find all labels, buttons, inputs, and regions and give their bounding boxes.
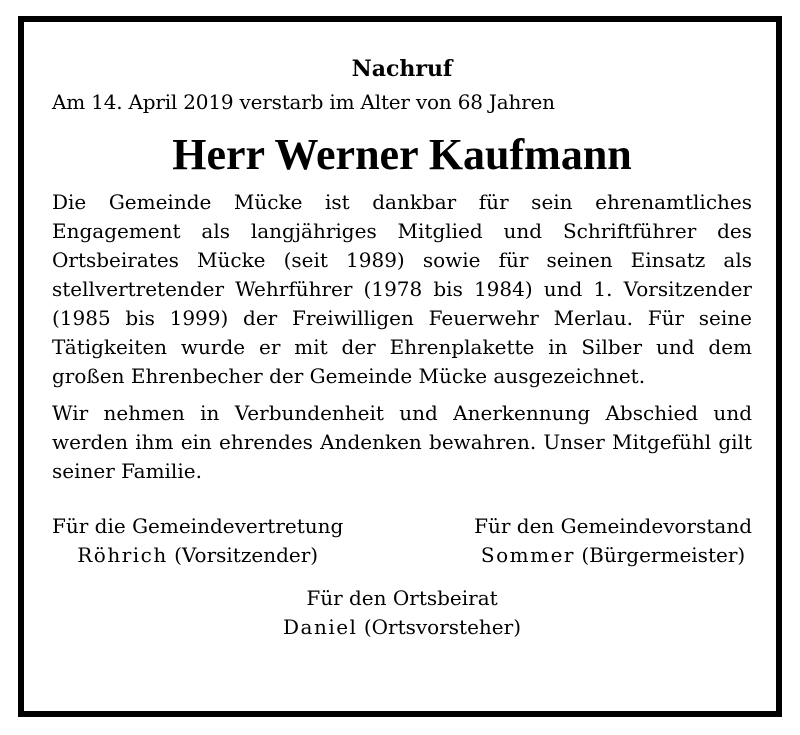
deceased-name: Herr Werner Kaufmann bbox=[172, 130, 632, 179]
signatory-role: (Ortsvorsteher) bbox=[363, 615, 521, 639]
signatory-name: Sommer bbox=[480, 543, 575, 567]
signatory-name: Daniel bbox=[282, 615, 358, 639]
signature-row bbox=[52, 512, 752, 570]
signature-right bbox=[474, 512, 752, 570]
signatory-name: Röhrich bbox=[77, 543, 168, 567]
signature-center bbox=[52, 584, 752, 642]
signature-org: Für die Gemeindevertretung bbox=[52, 514, 344, 538]
signatory-role: (Vorsitzender) bbox=[174, 543, 319, 567]
signature-org: Für den Gemeindevorstand bbox=[474, 514, 752, 538]
intro-line: Am 14. April 2019 verstarb im Alter von 68 Jahren bbox=[52, 90, 555, 114]
tribute-paragraph: Die Gemeinde Mücke ist dankbar für sein ehrenamtliches Engagement als langjähriges Mitglied und Schriftführer des Ortsbeirates Mücke (seit 1989) sowie für seinen Einsatz als stellvertretender Wehrführer (1978 bis 1984) und 1. Vorsitzender (1985 bis 1999) der Freiwilligen Feuerwehr Merlau. Für seine Tätigkeiten wurde er mit der Ehrenplakette in Silber und dem großen Ehrenbecher der Gemeinde Mücke ausgezeichnet. bbox=[52, 190, 752, 388]
notice-heading: Nachruf bbox=[351, 56, 453, 82]
obituary-notice bbox=[52, 54, 752, 642]
signatory-role: (Bürgermeister) bbox=[581, 543, 746, 567]
signature-org: Für den Ortsbeirat bbox=[306, 586, 498, 610]
farewell-paragraph: Wir nehmen in Verbundenheit und Anerkennung Abschied und werden ihm ein ehrendes Andenken bewahren. Unser Mitgefühl gilt seiner Familie. bbox=[52, 401, 752, 483]
signature-left bbox=[52, 512, 343, 570]
